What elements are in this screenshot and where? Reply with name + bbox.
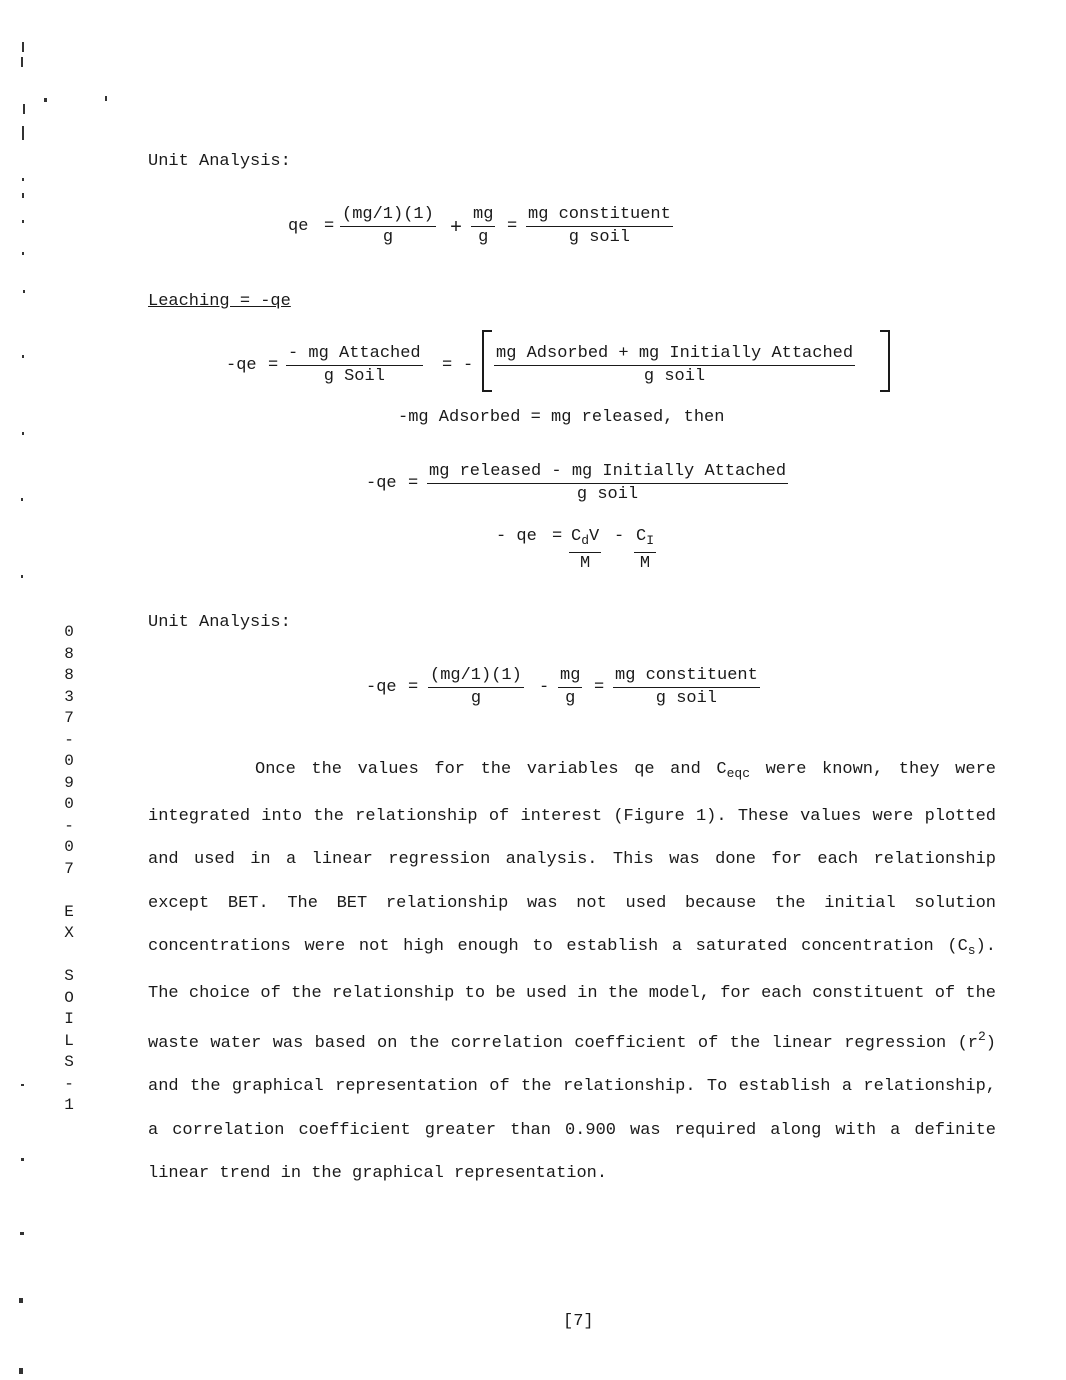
side-code-char: E [64, 902, 74, 921]
side-code-char: 0 [64, 795, 74, 813]
fraction: $\frac{mg}{g}$ [560, 666, 581, 708]
fraction: $C_dV$ M [571, 527, 600, 573]
leaching-definition: Leaching = -qe [148, 292, 291, 311]
side-code-char: 3 [64, 687, 74, 706]
side-code-char: 8 [64, 666, 74, 684]
equation-mg-released: -mg Adsorbed = mg released, then [398, 408, 725, 427]
page-number: [7] [563, 1312, 594, 1331]
side-code-char: - [64, 816, 74, 835]
side-code-char: 8 [64, 644, 74, 663]
right-bracket [880, 330, 890, 392]
fraction: mg constituent g soil [528, 205, 671, 247]
side-code-char [62, 945, 76, 967]
fraction: - mg Attached g Soil [288, 344, 421, 386]
fraction: mg Adsorbed + mg Initially Attached g soil [496, 344, 854, 386]
left-bracket [482, 330, 492, 392]
side-code-char: 7 [64, 859, 74, 878]
side-code-char: 1 [64, 1096, 74, 1114]
side-code-char: - [64, 1074, 74, 1093]
side-code-char: I [64, 1010, 74, 1028]
heading-unit-analysis: Unit Analysis: [148, 152, 291, 171]
side-code-char: S [64, 967, 74, 985]
side-code-char: 9 [64, 773, 74, 792]
side-code-char [62, 880, 76, 902]
side-code-char: L [64, 1031, 74, 1050]
fraction: $\frac{C_I}{M}$ [636, 527, 655, 573]
fraction: mg released - mg Initially Attached g soil [429, 462, 787, 504]
side-code-char: 0 [64, 838, 74, 856]
side-code-char: S [64, 1053, 74, 1071]
fraction: $\frac{(mg/1)(1)}{g}$ [430, 666, 522, 708]
fraction: $\frac{(mg/1)(1)}{g}$ [342, 205, 434, 247]
fraction: mg constituent g soil [615, 666, 758, 708]
side-code-char: X [64, 924, 74, 942]
side-document-code [62, 622, 76, 1117]
fraction: $\frac{mg}{g}$ [473, 205, 494, 247]
side-code-char: 0 [64, 752, 74, 770]
side-code-char: 7 [64, 709, 74, 727]
body-paragraph: Once the values for the variables qe and $C_{eqc}$ were known, they were integrated into the relationship of interest (Figure 1). These values were plotted and used in a linear regression analysis. This was done for each relationship except BET. The BET relationship was not used because the initial solution concentrations were not high enough to establish a saturated concentration $(C_s)$. The choice of the relationship to be used in the model, for each constituent of the waste water was based on the correlation coefficient of the linear regression $(r^2)$ and the graphical representation of the relationship. To establish a relationship, a correlation coefficient greater than 0.900 was required along with a definite linear trend in the graphical representation. [148, 760, 996, 1183]
heading-unit-analysis-2: Unit Analysis: [148, 613, 291, 632]
side-code-char: O [64, 988, 74, 1007]
side-code-char: 0 [64, 623, 74, 641]
side-code-char: - [64, 730, 74, 749]
